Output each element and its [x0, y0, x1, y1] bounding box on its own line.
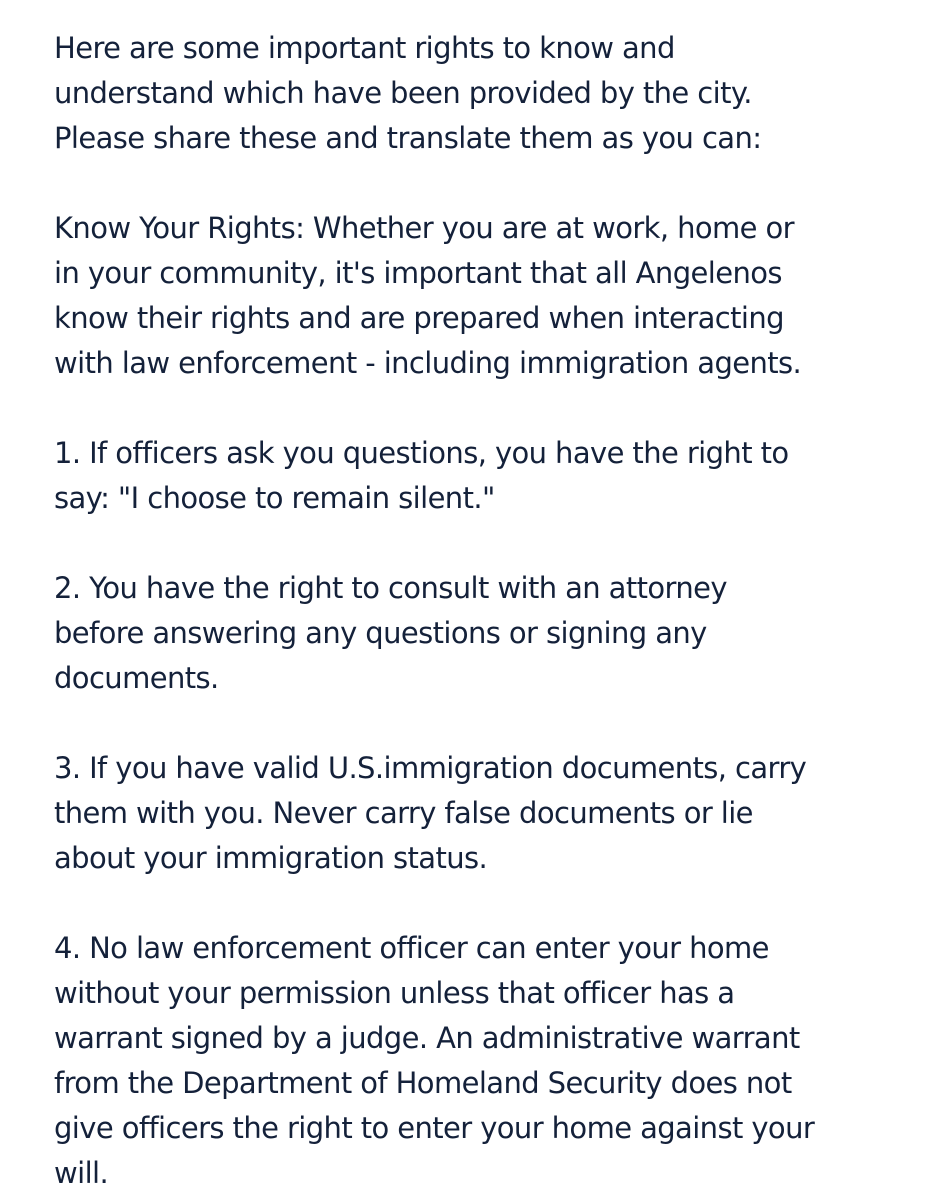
right-item-1: 1. If officers ask you questions, you have the right to say: "I choose to remain silent." [54, 436, 789, 515]
right-item-4: 4. No law enforcement officer can enter your home without your permission unless that officer has a warrant signed by a judge. An administrative warrant from the Department of Homeland Security does not give officers the right to enter your home against your will. [54, 931, 815, 1190]
know-your-rights-paragraph: Know Your Rights: Whether you are at work, home or in your community, it's important that all Angelenos know their rights and are prepared when interacting with law enforcement - including immigration agents. [54, 211, 802, 380]
right-item-3: 3. If you have valid U.S.immigration documents, carry them with you. Never carry false documents or lie about your immigration status. [54, 751, 807, 875]
right-item-2: 2. You have the right to consult with an attorney before answering any questions or signing any documents. [54, 571, 727, 695]
intro-paragraph: Here are some important rights to know and understand which have been provided by the city. Please share these and translate them as you can: [54, 31, 762, 155]
